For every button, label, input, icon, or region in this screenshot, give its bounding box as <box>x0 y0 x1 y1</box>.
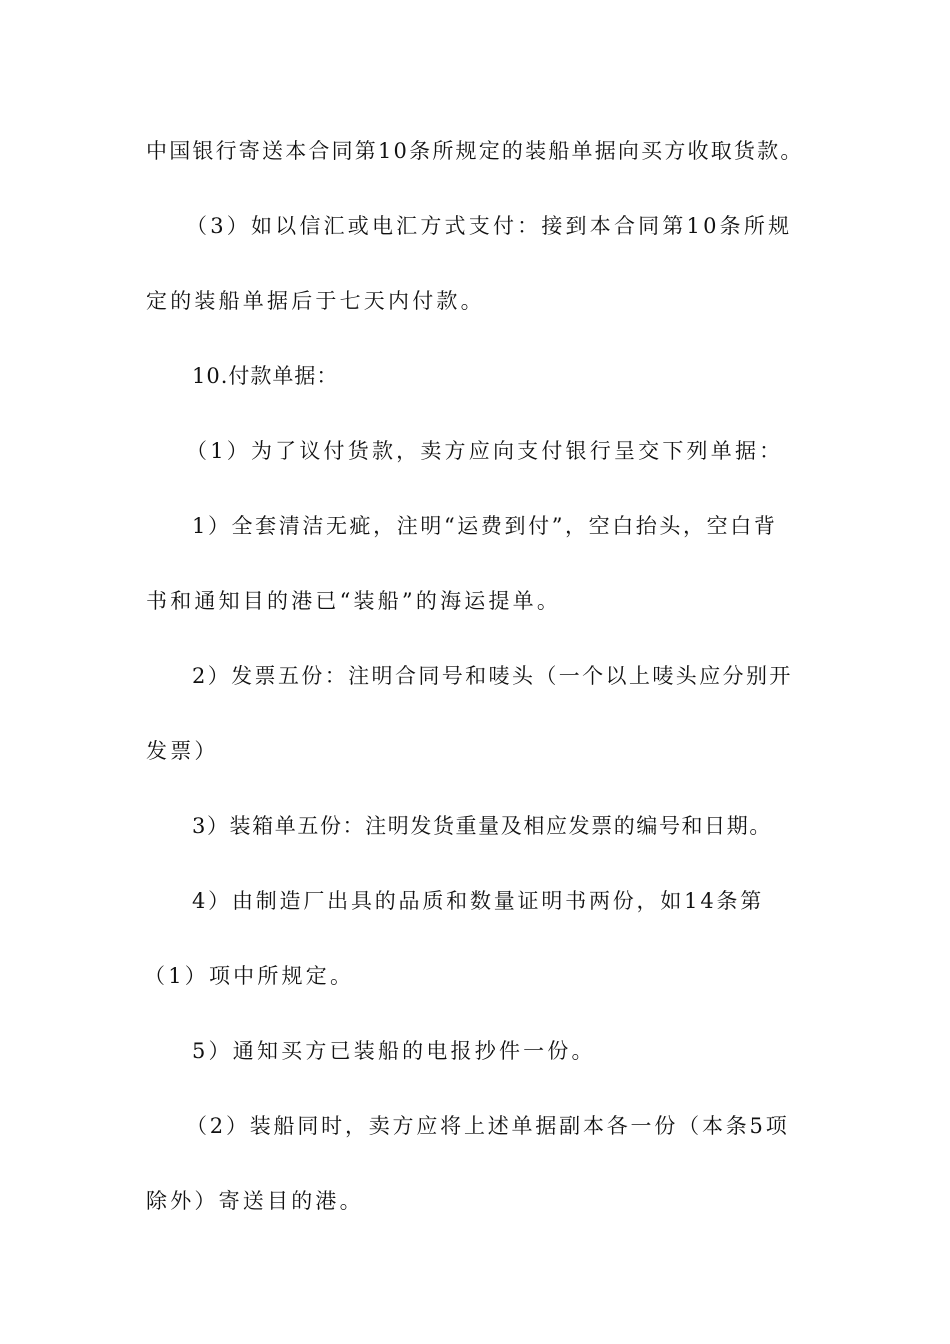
text-line-12: （1）项中所规定。 <box>144 964 355 988</box>
text-line-6: 1）全套清洁无疵，注明“运费到付”，空白抬头，空白背 <box>192 514 778 538</box>
text-line-15: 除外）寄送目的港。 <box>146 1189 364 1213</box>
text-line-11: 4）由制造厂出具的品质和数量证明书两份，如14条第 <box>192 889 765 913</box>
text-line-5: （1）为了议付货款，卖方应向支付银行呈交下列单据： <box>186 439 784 463</box>
text-line-7: 书和通知目的港已“装船”的海运提单。 <box>146 589 562 613</box>
text-line-1: 中国银行寄送本合同第10条所规定的装船单据向买方收取货款。 <box>146 139 804 163</box>
text-line-4: 10.付款单据： <box>192 364 339 388</box>
text-line-3: 定的装船单据后于七天内付款。 <box>146 289 485 313</box>
text-line-10: 3）装箱单五份：注明发货重量及相应发票的编号和日期。 <box>192 814 772 838</box>
text-line-9: 发票） <box>146 739 219 763</box>
text-line-14: （2）装船同时，卖方应将上述单据副本各一份（本条5项 <box>186 1114 790 1138</box>
text-line-8: 2）发票五份：注明合同号和唛头（一个以上唛头应分别开 <box>192 664 793 688</box>
text-line-2: （3）如以信汇或电汇方式支付：接到本合同第10条所规 <box>186 214 793 238</box>
text-line-13: 5）通知买方已装船的电报抄件一份。 <box>192 1039 596 1063</box>
